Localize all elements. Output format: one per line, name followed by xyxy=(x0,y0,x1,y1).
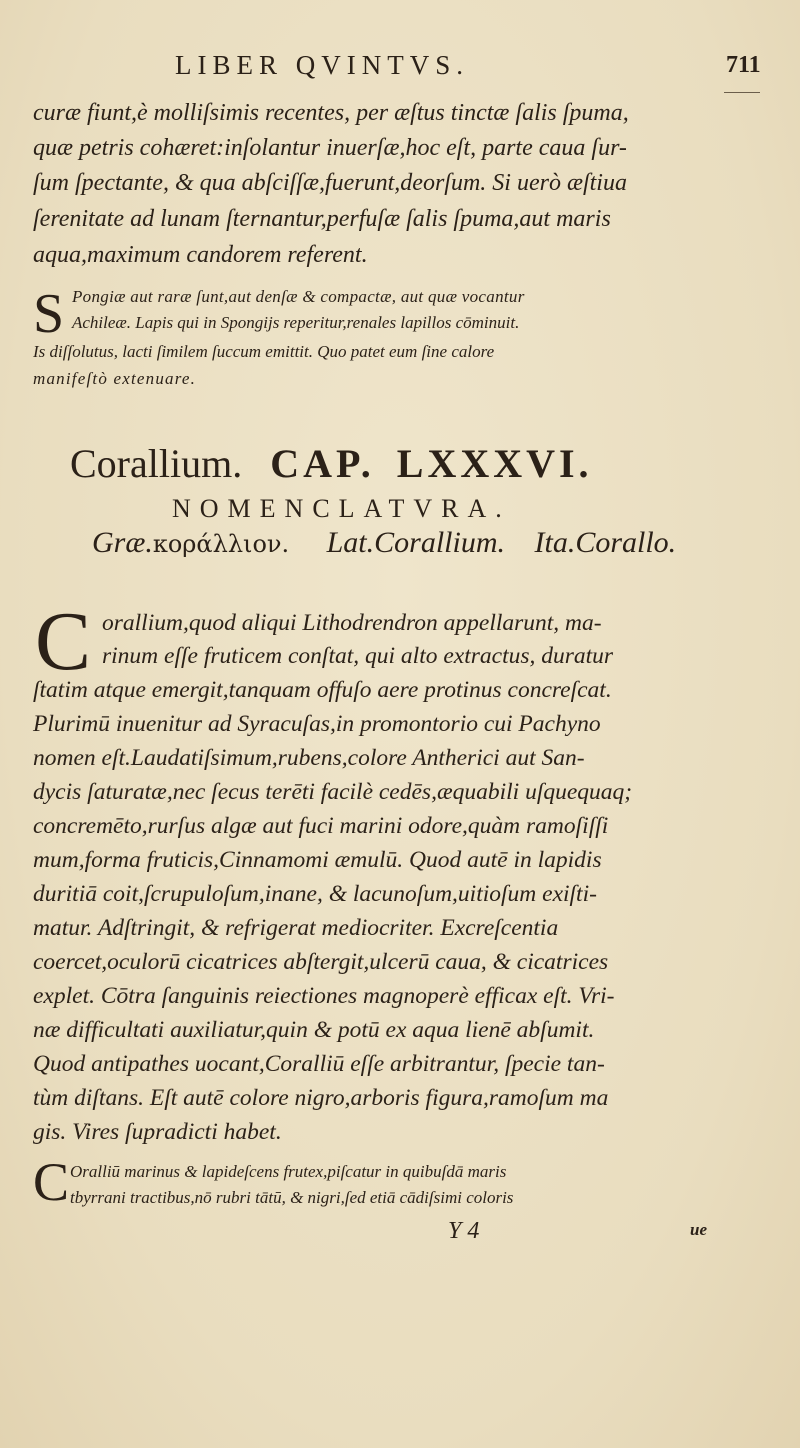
text-line: quæ petris cohæret:inſolantur inuerſæ,hoc eſt, parte caua ſur- xyxy=(33,135,627,161)
chapter-number: LXXXVI. xyxy=(396,441,593,486)
text-line: duritiā coit,ſcrupuloſum,inane, & lacunoſum,uitioſum exiſti- xyxy=(33,881,597,907)
text-line: concremēto,rurſus algæ aut fuci marini odore,quàm ramoſiſſi xyxy=(33,813,609,839)
drop-cap-s: S xyxy=(33,283,65,345)
text-line: nomen eſt.Laudatiſsimum,rubens,colore Antherici aut San- xyxy=(33,745,585,771)
text-line: orallium,quod aliqui Lithodrendron appellarunt, ma- xyxy=(102,610,602,636)
page-number-rule xyxy=(724,92,760,93)
running-head xyxy=(0,48,800,88)
text-line: curæ fiunt,è molliſsimis recentes, per æſtus tinctæ ſalis ſpuma, xyxy=(33,100,629,126)
page-number: 711 xyxy=(726,52,761,78)
text-line: rinum eſſe fruticem conſtat, qui alto extractus, duratur xyxy=(102,643,614,669)
catchword: ue xyxy=(690,1220,707,1239)
text-line: Plurimū inuenitur ad Syracuſas,in promontorio cui Pachyno xyxy=(33,711,601,737)
latin-name: Lat.Corallium. xyxy=(326,526,505,559)
chapter-heading xyxy=(70,440,593,487)
nomenclatura-heading: NOMENCLATVRA. xyxy=(172,494,511,523)
text-line: manifeſtò extenuare. xyxy=(33,369,197,388)
text-line: aqua,maximum candorem referent. xyxy=(33,242,368,268)
running-title: LIBER QVINTVS. xyxy=(175,50,469,80)
chapter-title: Corallium. xyxy=(70,441,243,486)
drop-cap-c: C xyxy=(35,595,92,688)
page-footer xyxy=(0,1218,800,1440)
text-line: dycis ſaturatæ,nec ſecus terēti facilè cedēs,æquabili uſquequaq; xyxy=(33,779,633,805)
text-line: Quod antipathes uocant,Coralliū eſſe arbitrantur, ſpecie tan- xyxy=(33,1051,605,1077)
signature-mark: Y 4 xyxy=(448,1218,480,1244)
text-line: tbyrrani tractibus,nō rubri tātū, & nigri,ſed etiā cādiſsimi coloris xyxy=(70,1188,514,1207)
text-line: mum,forma fruticis,Cinnamomi æmulū. Quod autē in lapidis xyxy=(33,847,602,873)
text-line: Is diſſolutus, lacti ſimilem ſuccum emittit. Quo patet eum ſine calore xyxy=(33,342,495,361)
text-line: explet. Cōtra ſanguinis reiectiones magnoperè efficax eſt. Vri- xyxy=(33,983,615,1009)
nomenclature-names xyxy=(92,526,676,560)
text-line: Achileæ. Lapis qui in Spongijs reperitur,renales lapillos cōminuit. xyxy=(72,313,520,332)
text-line: gis. Vires ſupradicti habet. xyxy=(33,1119,282,1145)
text-line: matur. Adſtringit, & refrigerat mediocriter. Excreſcentia xyxy=(33,915,559,941)
text-line: næ difficultati auxiliatur,quin & potū ex aqua lienē abſumit. xyxy=(33,1017,595,1043)
text-line: ſerenitate ad lunam ſternantur,perfuſæ ſalis ſpuma,aut maris xyxy=(33,206,611,232)
italian-name: Ita.Corallo. xyxy=(534,526,677,559)
text-line: ſtatim atque emergit,tanquam offuſo aere protinus concreſcat. xyxy=(33,677,612,703)
greek-name: κοράλλιον. xyxy=(152,530,290,558)
text-line: Pongiæ aut raræ ſunt,aut denſæ & compactæ, aut quæ vocantur xyxy=(72,287,525,306)
text-line: tùm diſtans. Eſt autē colore nigro,arboris figura,ramoſum ma xyxy=(33,1085,609,1111)
greek-label: Græ. xyxy=(92,526,153,559)
chapter-label: CAP. xyxy=(270,441,375,486)
text-line: Oralliū marinus & lapideſcens frutex,piſcatur in quibuſdā maris xyxy=(70,1162,507,1181)
drop-cap-c: C xyxy=(33,1152,70,1212)
text-line: ſum ſpectante, & qua abſciſſæ,fuerunt,deorſum. Si uerò æſtiua xyxy=(33,170,627,196)
text-line: coercet,oculorū cicatrices abſtergit,ulcerū caua, & cicatrices xyxy=(33,949,609,975)
